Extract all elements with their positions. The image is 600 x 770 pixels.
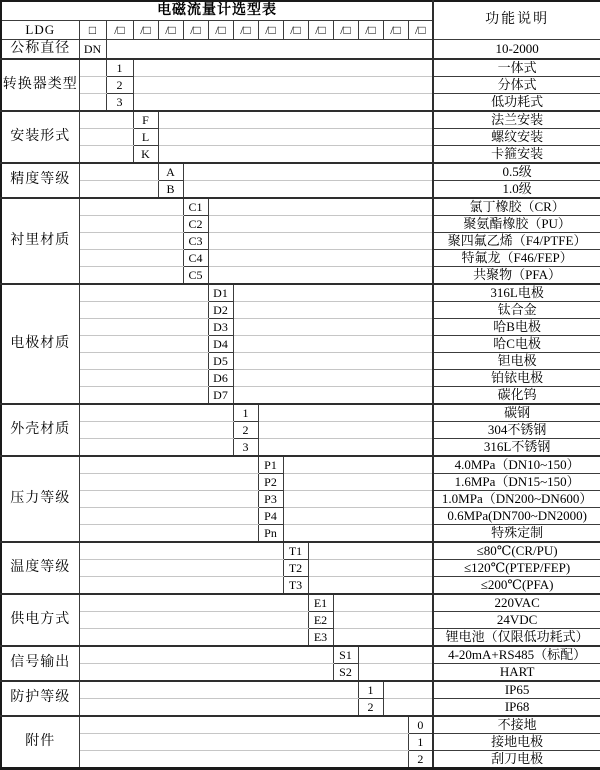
option-value: 碳钢 — [433, 404, 600, 422]
option-value: 220VAC — [433, 594, 600, 612]
grid-span — [158, 111, 433, 129]
category-label: 供电方式 — [1, 594, 79, 646]
grid-span — [283, 491, 433, 508]
category-label: 公称直径 — [1, 40, 79, 60]
grid-span — [333, 612, 433, 629]
option-code: C2 — [183, 216, 208, 233]
code-slot: /□ — [183, 21, 208, 40]
category-label: 精度等级 — [1, 163, 79, 198]
option-value: 316L不锈钢 — [433, 439, 600, 457]
grid-span — [133, 59, 433, 77]
grid-span — [208, 267, 433, 285]
option-code: 2 — [358, 699, 383, 717]
category-label: 转换器类型 — [1, 59, 79, 111]
grid-span — [79, 664, 333, 682]
option-value: 共聚物（PFA） — [433, 267, 600, 285]
option-value: 1.6MPa（DN15~150） — [433, 474, 600, 491]
grid-span — [79, 542, 283, 560]
option-code: D2 — [208, 302, 233, 319]
grid-span — [79, 508, 258, 525]
grid-span — [283, 474, 433, 491]
grid-span — [233, 353, 433, 370]
code-slot: /□ — [308, 21, 333, 40]
option-code: 2 — [106, 77, 133, 94]
code-slot: /□ — [233, 21, 258, 40]
option-code: 1 — [408, 734, 433, 751]
grid-span — [383, 681, 433, 699]
code-slot: /□ — [408, 21, 433, 40]
option-value: 接地电极 — [433, 734, 600, 751]
option-code: 2 — [408, 751, 433, 769]
grid-span — [79, 646, 333, 664]
grid-span — [79, 181, 158, 199]
option-value: 卡箍安装 — [433, 146, 600, 164]
option-value: 锂电池（仅限低功耗式） — [433, 629, 600, 647]
option-code: D1 — [208, 284, 233, 302]
grid-span — [79, 94, 106, 112]
category-label: 衬里材质 — [1, 198, 79, 284]
grid-span — [79, 699, 358, 717]
grid-span — [79, 577, 283, 595]
option-code: 3 — [106, 94, 133, 112]
grid-span — [79, 751, 408, 769]
option-value: 氯丁橡胶（CR） — [433, 198, 600, 216]
grid-span — [208, 198, 433, 216]
option-value: 铂铱电极 — [433, 370, 600, 387]
option-code: L — [133, 129, 158, 146]
grid-span — [79, 387, 208, 405]
table-title: 电磁流量计选型表 — [1, 1, 433, 21]
code-slot: /□ — [383, 21, 408, 40]
option-value: 特殊定制 — [433, 525, 600, 543]
grid-span — [233, 319, 433, 336]
category-label: 安装形式 — [1, 111, 79, 163]
grid-span — [79, 319, 208, 336]
code-slot: /□ — [283, 21, 308, 40]
option-code: C5 — [183, 267, 208, 285]
code-slot: /□ — [258, 21, 283, 40]
option-value: 不接地 — [433, 716, 600, 734]
option-value: 法兰安装 — [433, 111, 600, 129]
function-column-header: 功能说明 — [433, 1, 600, 40]
grid-span — [79, 525, 258, 543]
grid-span — [133, 77, 433, 94]
option-value: 特氟龙（F46/FEP） — [433, 250, 600, 267]
option-code: P1 — [258, 456, 283, 474]
option-code: Pn — [258, 525, 283, 543]
grid-span — [183, 163, 433, 181]
grid-span — [183, 181, 433, 199]
grid-span — [79, 422, 233, 439]
option-value: ≤80℃(CR/PU) — [433, 542, 600, 560]
option-value: HART — [433, 664, 600, 682]
grid-span — [158, 129, 433, 146]
code-slot: /□ — [358, 21, 383, 40]
option-code: T1 — [283, 542, 308, 560]
grid-span — [79, 734, 408, 751]
code-slot: /□ — [133, 21, 158, 40]
grid-span — [79, 233, 183, 250]
option-code: C3 — [183, 233, 208, 250]
grid-span — [79, 439, 233, 457]
selection-table-body — [1, 1, 600, 769]
grid-span — [308, 542, 433, 560]
grid-span — [308, 560, 433, 577]
category-label: 电极材质 — [1, 284, 79, 404]
option-code: B — [158, 181, 183, 199]
option-value: 哈C电极 — [433, 336, 600, 353]
option-code: C1 — [183, 198, 208, 216]
code-slot: /□ — [333, 21, 358, 40]
grid-span — [79, 474, 258, 491]
grid-span — [79, 77, 106, 94]
grid-span — [233, 387, 433, 405]
option-value: 一体式 — [433, 59, 600, 77]
option-value: 4.0MPa（DN10~150） — [433, 456, 600, 474]
option-value: 螺纹安装 — [433, 129, 600, 146]
grid-span — [79, 146, 133, 164]
category-label: 外壳材质 — [1, 404, 79, 456]
code-slot: /□ — [106, 21, 133, 40]
grid-span — [79, 681, 358, 699]
grid-span — [333, 629, 433, 647]
option-value: 碳化钨 — [433, 387, 600, 405]
grid-span — [79, 284, 208, 302]
grid-span — [79, 216, 183, 233]
option-value: 哈B电极 — [433, 319, 600, 336]
option-value: 钽电极 — [433, 353, 600, 370]
option-code: 1 — [106, 59, 133, 77]
grid-span — [383, 699, 433, 717]
option-code: DN — [79, 40, 106, 60]
option-value: IP68 — [433, 699, 600, 717]
grid-span — [258, 404, 433, 422]
grid-span — [308, 577, 433, 595]
grid-span — [79, 456, 258, 474]
option-value: 聚氨酯橡胶（PU） — [433, 216, 600, 233]
grid-span — [133, 94, 433, 112]
option-code: E2 — [308, 612, 333, 629]
option-value: ≤120℃(PTEP/FEP) — [433, 560, 600, 577]
grid-span — [283, 508, 433, 525]
option-value: 304不锈钢 — [433, 422, 600, 439]
grid-span — [208, 233, 433, 250]
option-code: S1 — [333, 646, 358, 664]
grid-span — [106, 40, 433, 60]
option-value: 1.0MPa（DN200~DN600） — [433, 491, 600, 508]
option-value: 10-2000 — [433, 40, 600, 60]
grid-span — [208, 216, 433, 233]
grid-span — [283, 525, 433, 543]
option-value: ≤200℃(PFA) — [433, 577, 600, 595]
grid-span — [79, 491, 258, 508]
grid-span — [79, 250, 183, 267]
category-label: 防护等级 — [1, 681, 79, 716]
option-code: D5 — [208, 353, 233, 370]
grid-span — [79, 111, 133, 129]
grid-span — [333, 594, 433, 612]
grid-span — [258, 422, 433, 439]
option-code: P3 — [258, 491, 283, 508]
option-value: 聚四氟乙烯（F4/PTFE） — [433, 233, 600, 250]
grid-span — [79, 336, 208, 353]
grid-span — [79, 370, 208, 387]
grid-span — [283, 456, 433, 474]
grid-span — [79, 612, 308, 629]
option-code: T2 — [283, 560, 308, 577]
option-code: F — [133, 111, 158, 129]
grid-span — [233, 302, 433, 319]
option-code: 1 — [233, 404, 258, 422]
option-code: D6 — [208, 370, 233, 387]
option-value: 刮刀电极 — [433, 751, 600, 769]
option-code: S2 — [333, 664, 358, 682]
option-value: 1.0级 — [433, 181, 600, 199]
option-code: T3 — [283, 577, 308, 595]
option-code: P2 — [258, 474, 283, 491]
option-code: 3 — [233, 439, 258, 457]
grid-span — [79, 267, 183, 285]
option-code: D3 — [208, 319, 233, 336]
grid-span — [358, 646, 433, 664]
dn-code-slot: □ — [79, 21, 106, 40]
grid-span — [233, 370, 433, 387]
option-code: D7 — [208, 387, 233, 405]
option-code: D4 — [208, 336, 233, 353]
grid-span — [79, 629, 308, 647]
grid-span — [79, 163, 158, 181]
option-code: 0 — [408, 716, 433, 734]
option-value: 0.6MPa(DN700~DN2000) — [433, 508, 600, 525]
grid-span — [233, 284, 433, 302]
grid-span — [158, 146, 433, 164]
grid-span — [79, 302, 208, 319]
option-code: E3 — [308, 629, 333, 647]
grid-span — [79, 353, 208, 370]
option-value: 24VDC — [433, 612, 600, 629]
grid-span — [79, 404, 233, 422]
grid-span — [79, 560, 283, 577]
option-value: 316L电极 — [433, 284, 600, 302]
category-label: 附件 — [1, 716, 79, 769]
grid-span — [79, 129, 133, 146]
option-code: A — [158, 163, 183, 181]
option-code: C4 — [183, 250, 208, 267]
category-label: 温度等级 — [1, 542, 79, 594]
grid-span — [358, 664, 433, 682]
category-label: 压力等级 — [1, 456, 79, 542]
option-code: P4 — [258, 508, 283, 525]
grid-span — [208, 250, 433, 267]
option-value: 0.5级 — [433, 163, 600, 181]
option-value: IP65 — [433, 681, 600, 699]
category-label: 信号输出 — [1, 646, 79, 681]
code-slot: /□ — [158, 21, 183, 40]
option-value: 钛合金 — [433, 302, 600, 319]
option-value: 4-20mA+RS485（标配） — [433, 646, 600, 664]
grid-span — [233, 336, 433, 353]
option-code: K — [133, 146, 158, 164]
option-code: E1 — [308, 594, 333, 612]
grid-span — [258, 439, 433, 457]
option-code: 1 — [358, 681, 383, 699]
model-prefix: LDG — [1, 21, 79, 40]
grid-span — [79, 198, 183, 216]
code-slot: /□ — [208, 21, 233, 40]
option-value: 低功耗式 — [433, 94, 600, 112]
grid-span — [79, 594, 308, 612]
grid-span — [79, 716, 408, 734]
option-code: 2 — [233, 422, 258, 439]
option-value: 分体式 — [433, 77, 600, 94]
grid-span — [79, 59, 106, 77]
